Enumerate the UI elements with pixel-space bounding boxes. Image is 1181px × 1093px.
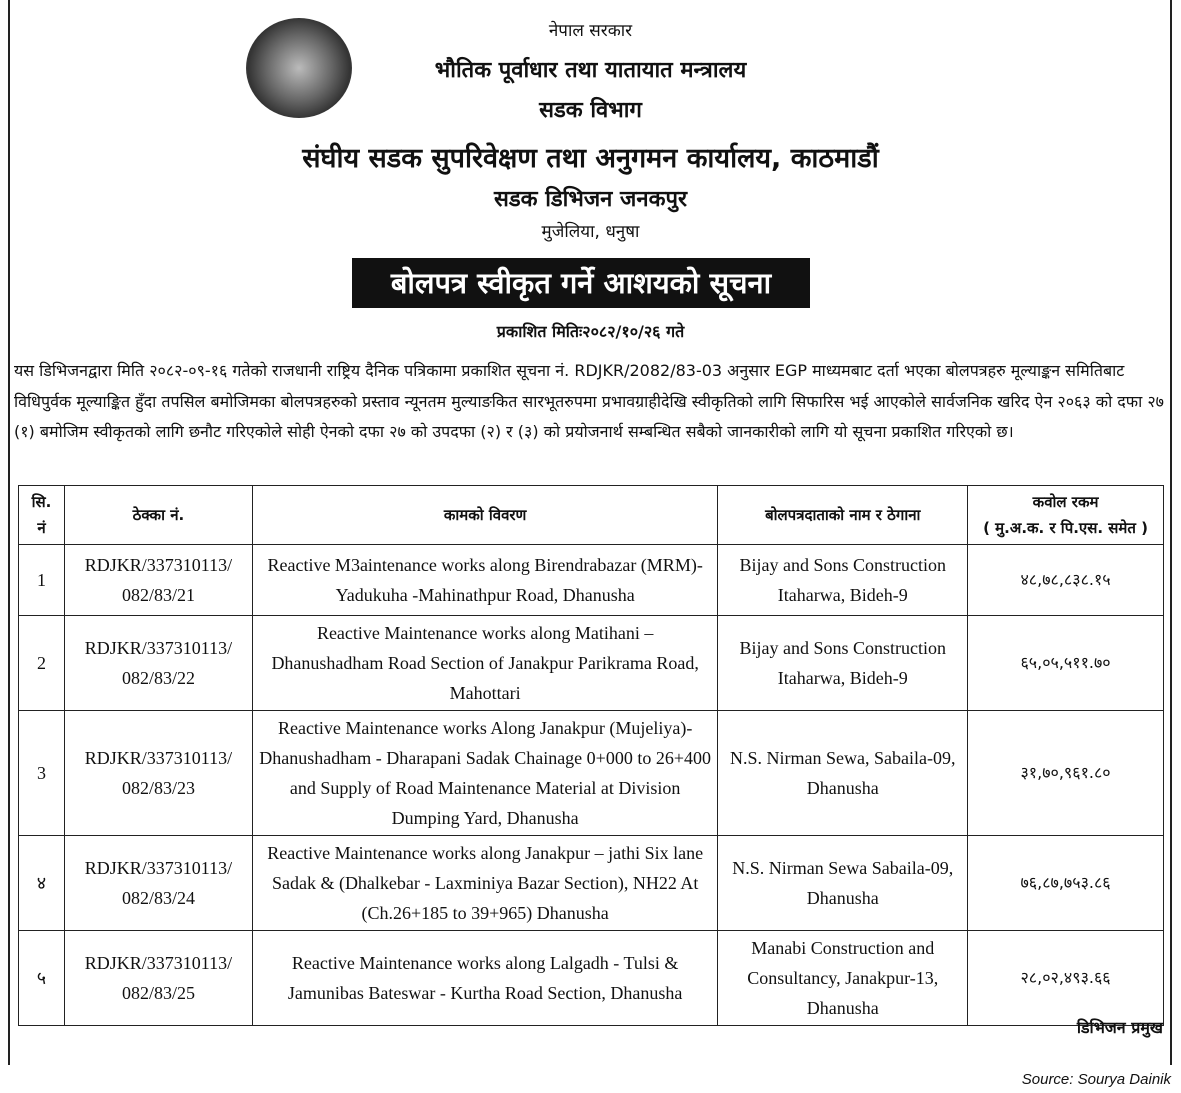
cell-sn: 1 [19,545,65,616]
cell-description: Reactive Maintenance works Along Janakpur (Mujeliya)-Dhanushadham - Dharapani Sadak Chainage 0+000 to 26+400 and Supply of Road Maintenance Material at Division Dumping Yard, Dhanusha [252,711,717,836]
cell-contract: RDJKR/337310113/ 082/83/25 [64,931,252,1026]
cell-description: Reactive Maintenance works along Matihani – Dhanushadham Road Section of Janakpur Parikrama Road, Mahottari [252,616,717,711]
table-row [19,616,1164,711]
cell-bidder: Manabi Construction and Consultancy, Janakpur-13, Dhanusha [718,931,968,1026]
cell-contract: RDJKR/337310113/ 082/83/21 [64,545,252,616]
cell-sn: ५ [19,931,65,1026]
table-row [19,545,1164,616]
col-bidder: बोलपत्रदाताको नाम र ठेगाना [718,486,968,545]
amount-note: ( मु.अ.क. र पि.एस. समेत ) [983,519,1149,537]
government-name: नेपाल सरकार [548,21,633,41]
cell-description: Reactive Maintenance works along Lalgadh - Tulsi & Jamunibas Bateswar - Kurtha Road Section, Dhanusha [252,931,717,1026]
cell-amount: ७६,८७,७५३.८६ [968,836,1164,931]
source-credit: Source: Sourya Dainik [1021,1071,1171,1088]
cell-description: Reactive Maintenance works along Janakpur – jathi Six lane Sadak & (Dhalkebar - Laxminiya Bazar Section), NH22 At (Ch.26+185 to 39+965) Dhanusha [252,836,717,931]
cell-contract: RDJKR/337310113/ 082/83/22 [64,616,252,711]
cell-amount: ३१,७०,९६१.८० [968,711,1164,836]
col-amount [968,486,1164,545]
col-description: कामको विवरण [252,486,717,545]
cell-amount: ६५,०५,५११.७० [968,616,1164,711]
col-contract: ठेक्का नं. [64,486,252,545]
cell-bidder: N.S. Nirman Sewa, Sabaila-09, Dhanusha [718,711,968,836]
amount-label: कवोल रकम [1032,493,1099,511]
cell-sn: 3 [19,711,65,836]
cell-contract: RDJKR/337310113/ 082/83/24 [64,836,252,931]
signatory: डिभिजन प्रमुख [1076,1018,1163,1037]
cell-description: Reactive M3aintenance works along Birendrabazar (MRM)-Yadukuha -Mahinathpur Road, Dhanusha [252,545,717,616]
published-date: प्रकाशित मितिः२०८२/१०/२६ गते [496,322,685,341]
cell-bidder: N.S. Nirman Sewa Sabaila-09, Dhanusha [718,836,968,931]
cell-bidder: Bijay and Sons Construction Itaharwa, Bideh-9 [718,616,968,711]
table-row [19,836,1164,931]
office-name: संघीय सडक सुपरिवेक्षण तथा अनुगमन कार्यालय, काठमाडौं [302,143,879,174]
table-header-row [19,486,1164,545]
col-sn: सि. नं [19,486,65,545]
table-row [19,711,1164,836]
department-name: सडक विभाग [539,98,642,123]
division-name: सडक डिभिजन जनकपुर [494,187,687,212]
cell-sn: 2 [19,616,65,711]
notice-body: यस डिभिजनद्वारा मिति २०८२-०९-१६ गतेको राजधानी राष्ट्रिय दैनिक पत्रिकामा प्रकाशित सूचना नं. RDJKR/2082/83-03 अनुसार EGP माध्यमबाट दर्ता भएका बोलपत्रहरु मूल्याङ्कन समितिबाट विधिपुर्वक मूल्याङ्कित हुँदा तपसिल बमोजिमका बोलपत्रहरुको प्रस्ताव न्यूनतम मुल्याङकित सारभूतरुपमा प्रभावग्राहीदेखि स्वीकृतिको लागि सिफारिस भई आएकोले सार्वजनिक खरिद ऐन २०६३ को दफा २७ (१) बमोजिम स्वीकृतको लागि छनौट गरिएकोले सोही ऐनको दफा २७ को उपदफा (२) र (३) को प्रयोजनार्थ सम्बन्धित सबैको जानकारीको लागि यो सूचना प्रकाशित गरिएको छ। [14,361,1165,441]
table-row [19,931,1164,1026]
cell-sn: ४ [19,836,65,931]
cell-amount: २८,०२,४९३.६६ [968,931,1164,1026]
cell-contract: RDJKR/337310113/ 082/83/23 [64,711,252,836]
award-table [18,485,1164,1026]
notice-title: बोलपत्र स्वीकृत गर्ने आशयको सूचना [352,258,810,308]
ministry-name: भौतिक पूर्वाधार तथा यातायात मन्त्रालय [434,58,747,83]
cell-amount: ४८,७८,८३८.१५ [968,545,1164,616]
cell-bidder: Bijay and Sons Construction Itaharwa, Bideh-9 [718,545,968,616]
location: मुजेलिया, धनुषा [541,222,640,242]
